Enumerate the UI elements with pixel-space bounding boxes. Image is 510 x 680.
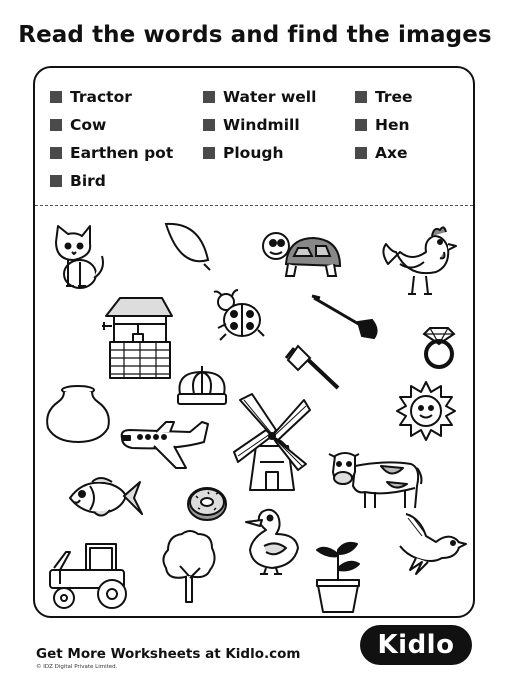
word-item-windmill: Windmill	[203, 116, 300, 134]
word-item-earthen-pot: Earthen pot	[50, 144, 173, 162]
earthen-pot-picture	[42, 384, 114, 444]
copyright-text: © IDZ Digital Private Limited.	[36, 664, 118, 670]
water-well-picture	[100, 296, 176, 380]
word-item-tractor: Tractor	[50, 88, 132, 106]
bullet-square-icon	[50, 175, 62, 187]
bullet-square-icon	[355, 119, 367, 131]
potted-plant-picture	[313, 540, 363, 614]
bird-picture	[396, 512, 466, 576]
fish-picture	[64, 472, 144, 522]
axe-picture	[284, 340, 340, 392]
tree-picture	[160, 528, 218, 604]
bullet-square-icon	[50, 147, 62, 159]
crown-picture	[174, 364, 230, 408]
word-item-cow: Cow	[50, 116, 106, 134]
windmill-picture	[232, 392, 312, 492]
bullet-square-icon	[50, 91, 62, 103]
cat-picture	[46, 220, 108, 292]
bullet-square-icon	[203, 147, 215, 159]
donut-picture	[186, 484, 228, 522]
word-item-bird: Bird	[50, 172, 106, 190]
footer-text: Get More Worksheets at Kidlo.com	[36, 646, 301, 662]
page-title: Read the words and find the images	[18, 22, 492, 48]
word-item-tree: Tree	[355, 88, 413, 106]
airplane-picture	[116, 420, 212, 472]
word-item-plough: Plough	[203, 144, 284, 162]
bullet-square-icon	[203, 91, 215, 103]
bullet-square-icon	[203, 119, 215, 131]
turtle-picture	[258, 228, 346, 280]
ladybug-picture	[208, 288, 266, 344]
ring-picture	[418, 324, 460, 370]
bullet-square-icon	[355, 91, 367, 103]
bullet-square-icon	[50, 119, 62, 131]
tractor-picture	[46, 540, 132, 610]
word-item-hen: Hen	[355, 116, 410, 134]
dashed-divider	[35, 205, 473, 206]
hen-picture	[374, 222, 460, 300]
leaf-picture	[160, 220, 212, 272]
bullet-square-icon	[355, 147, 367, 159]
duck-picture	[236, 508, 300, 576]
kidlo-logo: Kidlo	[360, 625, 472, 665]
word-item-water-well: Water well	[203, 88, 316, 106]
plough-picture	[310, 294, 380, 340]
sun-picture	[395, 380, 457, 442]
word-item-axe: Axe	[355, 144, 408, 162]
cow-picture	[325, 444, 425, 512]
